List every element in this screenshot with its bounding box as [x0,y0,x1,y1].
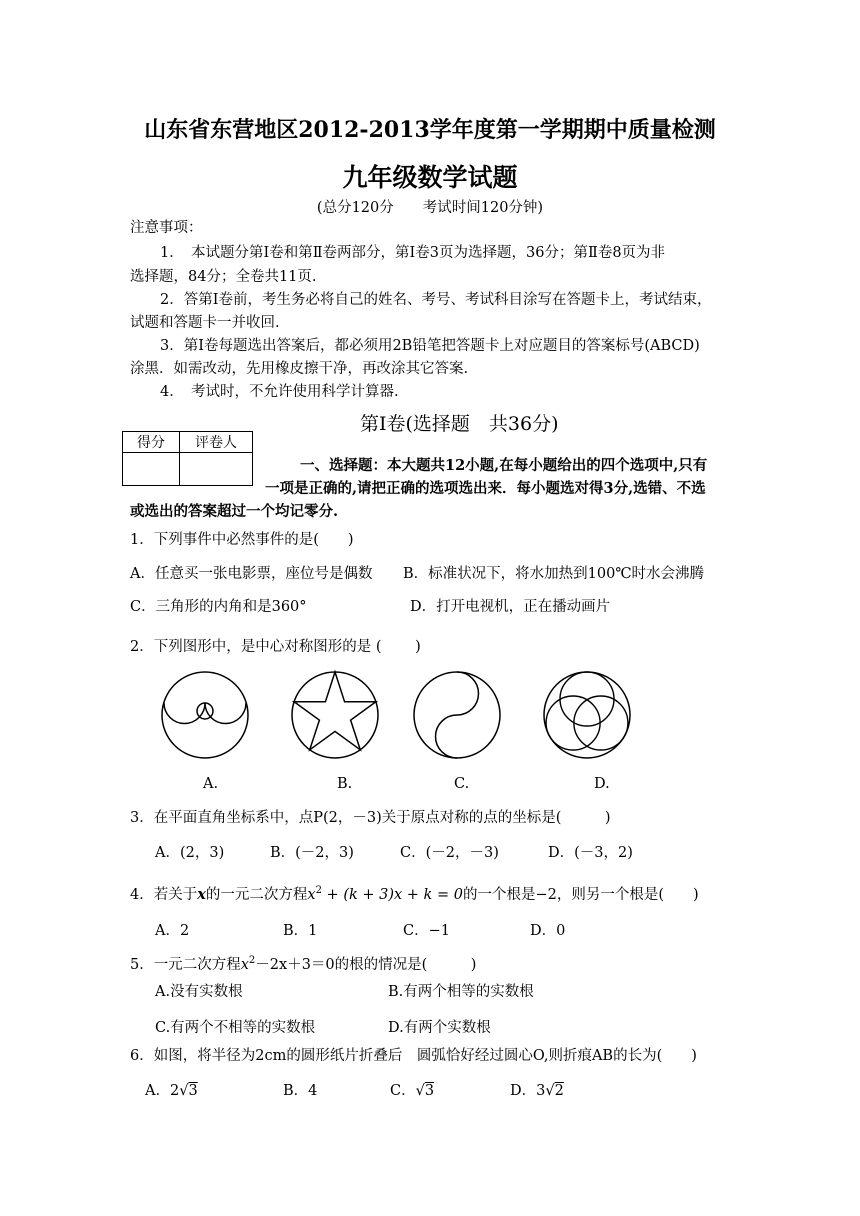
q3-option-c: C．(－2，－3) [400,845,499,861]
figure-c [414,672,500,758]
q6-option-b: B．4 [283,1083,318,1099]
q5-option-b: B.有两个相等的实数根 [388,984,534,1000]
score-col-label: 得分 [123,432,180,453]
q5-option-d: D.有两个实数根 [388,1020,491,1036]
q4-option-c: C．−1 [403,923,450,939]
q3-option-b: B．(－2，3) [270,845,354,861]
section-intro-1: 一、选择题：本大题共12小题,在每小题给出的四个选项中,只有 [300,457,708,474]
q6-option-d: D．3√2 [510,1083,564,1099]
notice-line-3: 2．答第Ⅰ卷前，考生务必将自己的姓名、考号、考试科目涂写在答题卡上，考试结束， [160,292,712,308]
score-cell [123,453,180,486]
q6-option-a: A．2√3 [145,1083,198,1099]
exam-subtitle: 九年级数学试题 [342,163,518,192]
exam-title: 山东省东营地区2012-2013学年度第一学期期中质量检测 [144,117,716,143]
section-intro-3: 或选出的答案超过一个均记零分. [130,503,339,520]
q1-option-a: A．任意买一张电影票，座位号是偶数 [130,566,373,582]
q1-stem: 1．下列事件中必然事件的是( ) [130,532,354,548]
q4-option-a: A．2 [155,923,190,939]
grader-cell [180,453,253,486]
q1-option-b: B．标准状况下，将水加热到100℃时水会沸腾 [403,566,705,582]
notice-line-6: 涂黑．如需改动，先用橡皮擦干净，再改涂其它答案. [130,361,469,377]
q6-stem: 6．如图，将半径为2cm的圆形纸片折叠后 圆弧恰好经过圆心O,则折痕AB的长为( ) [130,1048,697,1064]
q2-figures [150,660,650,770]
q1-option-d: D．打开电视机，正在播动画片 [410,599,611,615]
section-title: 第Ⅰ卷(选择题 共36分) [360,413,559,435]
figure-a [162,672,248,758]
q2-label-d: D. [594,776,610,792]
q2-stem: 2．下列图形中，是中心对称图形的是 ( ) [130,639,421,655]
q4-option-d: D．0 [530,923,566,939]
notice-heading: 注意事项： [130,220,203,236]
q2-label-c: C. [454,776,470,792]
exam-meta: (总分120分 考试时间120分钟) [316,200,544,216]
q4-option-b: B．1 [283,923,318,939]
q5-stem: 5．一元二次方程$x^2-2x+3=0$的根的情况是( ) [130,955,477,973]
grader-col-label: 评卷人 [180,432,253,453]
q2-label-a: A. [203,776,219,792]
section-intro-2: 一项是正确的,请把正确的选项选出来．每小题选对得3分,选错、不选 [265,480,706,497]
q4-stem: 4．若关于x的一元二次方程$x^2 + (k + 3)x + k = 0$的一个根是−2，则另一个根是( ) [130,885,699,903]
q3-option-a: A．(2，3) [155,845,225,861]
q6-option-c: C．√3 [390,1083,435,1099]
q5-option-c: C.有两个不相等的实数根 [155,1020,316,1036]
notice-line-2: 选择题，84分；全卷共11页. [130,269,317,285]
q3-stem: 3．在平面直角坐标系中，点P(2，－3)关于原点对称的点的坐标是( ) [130,810,611,826]
q5-option-a: A.没有实数根 [155,984,243,1000]
notice-line-5: 3．第Ⅰ卷每题选出答案后，都必须用2B铅笔把答题卡上对应题目的答案标号(ABCD) [160,338,700,354]
q3-option-d: D．(－3，2) [548,845,633,861]
notice-line-7: 4． 考试时，不允许使用科学计算器. [160,384,399,400]
figure-d [544,672,630,758]
q1-option-c: C．三角形的内角和是360° [130,599,307,615]
figure-b [292,672,378,758]
q2-label-b: B. [337,776,353,792]
notice-line-4: 试题和答题卡一并收回. [130,315,280,331]
score-table [122,431,253,486]
notice-line-1: 1． 本试题分第Ⅰ卷和第Ⅱ卷两部分，第Ⅰ卷3页为选择题，36分；第Ⅱ卷8页为非 [160,245,666,261]
